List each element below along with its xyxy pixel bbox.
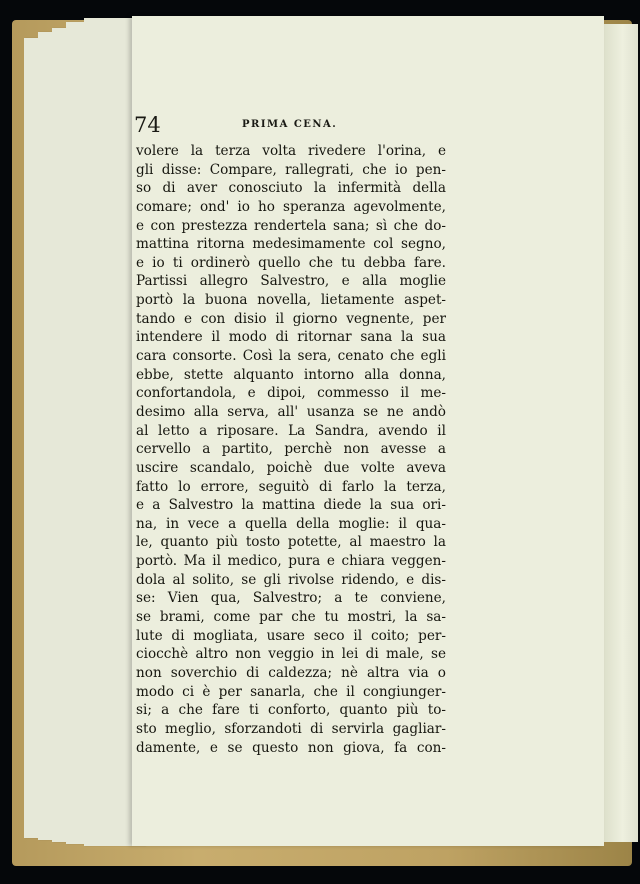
text-line: al letto a riposare. La Sandra, avendo il: [136, 422, 446, 439]
text-line: le, quanto più tosto potette, al maestro la: [136, 534, 446, 551]
text-line: uscire scandalo, poichè due volte aveva: [136, 459, 446, 476]
text-line: tando e con disio il giorno vegnente, per: [136, 310, 446, 327]
text-line: e con prestezza rendertela sana; sì che do-: [136, 217, 446, 234]
text-line: volere la terza volta rivedere l'orina, e: [136, 143, 446, 159]
text-line: fatto lo errore, seguitò di farlo la terza,: [136, 478, 446, 495]
text-line: portò la buona novella, lietamente aspet-: [136, 292, 446, 309]
text-line: intendere il modo di ritornar sana la sua: [136, 329, 446, 346]
text-line: se: Vien qua, Salvestro; a te conviene,: [136, 590, 446, 607]
text-line: ciocchè altro non veggio in lei di male, se: [136, 646, 446, 663]
text-line: e a Salvestro la mattina diede la sua ori-: [136, 497, 446, 514]
text-line: desimo alla serva, all' usanza se ne andò: [136, 403, 446, 420]
text-line: si; a che fare ti conforto, quanto più to-: [136, 702, 446, 719]
text-line: lute di mogliata, usare seco il coito; per-: [136, 627, 446, 644]
text-line: confortandola, e dipoi, commesso il me-: [136, 385, 446, 402]
text-line: ebbe, stette alquanto intorno alla donna,: [136, 366, 446, 383]
text-line: sto meglio, sforzandoti di servirla gagliar-: [136, 720, 446, 737]
text-line: na, in vece a quella della moglie: il qua-: [136, 515, 446, 532]
page-header: [134, 112, 464, 138]
text-line: dola al solito, se gli rivolse ridendo, e dis-: [136, 571, 446, 588]
text-line: damente, e se questo non giova, fa con-: [136, 739, 446, 756]
text-line: se brami, come par che tu mostri, la sa-: [136, 609, 446, 626]
text-line: mattina ritorna medesimamente col segno,: [136, 236, 446, 253]
text-line: non soverchio di caldezza; nè altra via o: [136, 664, 446, 681]
text-line: Partissi allegro Salvestro, e alla moglie: [136, 273, 446, 290]
facing-page-edge: [598, 24, 638, 842]
text-line: comare; ond' io ho speranza agevolmente,: [136, 198, 446, 215]
running-head: PRIMA CENA.: [242, 119, 338, 130]
body-text: [136, 142, 446, 757]
text-line: cervello a partito, perchè non avesse a: [136, 441, 446, 458]
text-line: modo ci è per sanarla, che il congiunger-: [136, 683, 446, 700]
text-line: so di aver conosciuto la infermità della: [136, 180, 446, 197]
text-line: portò. Ma il medico, pura e chiara veggen-: [136, 553, 446, 570]
text-line: gli disse: Compare, rallegrati, che io pen-: [136, 161, 446, 178]
text-line: e io ti ordinerò quello che tu debba fare.: [136, 254, 446, 271]
page-number: 74: [134, 113, 161, 137]
text-line: cara consorte. Così la sera, cenato che egli: [136, 348, 446, 365]
